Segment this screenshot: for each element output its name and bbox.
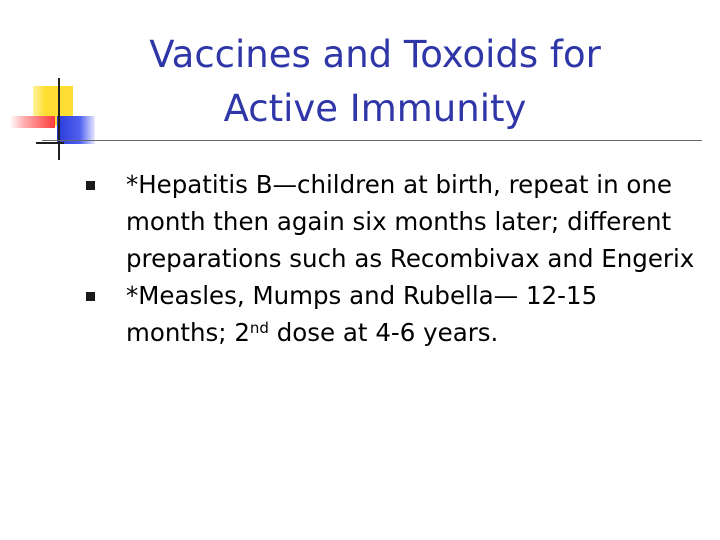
slide-title bbox=[120, 28, 630, 136]
bullet-text-part-2: dose at 4-6 years. bbox=[268, 318, 499, 347]
slide-title-line-1: Vaccines and Toxoids for bbox=[149, 33, 601, 76]
square-bullet-icon bbox=[86, 292, 95, 301]
ordinal-superscript: nd bbox=[249, 319, 269, 337]
bullet-text-part-1: *Measles, Mumps and Rubella— 12-15 months; 2 bbox=[126, 281, 598, 347]
title-divider-line bbox=[42, 140, 702, 141]
decorative-logo-blocks bbox=[0, 0, 110, 170]
bullet-item-mmr bbox=[80, 277, 700, 351]
bullet-text: *Hepatitis B—children at birth, repeat in one month then again six months later; different preparations such as Recombivax and Engerix bbox=[126, 170, 695, 273]
vertical-rule-line bbox=[58, 78, 60, 160]
bullet-item-hepatitis-b bbox=[80, 166, 700, 277]
slide-title-line-2: Active Immunity bbox=[223, 87, 527, 130]
short-horizontal-line bbox=[36, 142, 64, 144]
red-bar-shape bbox=[10, 116, 55, 128]
square-bullet-icon bbox=[86, 181, 95, 190]
bullet-list bbox=[80, 166, 700, 351]
